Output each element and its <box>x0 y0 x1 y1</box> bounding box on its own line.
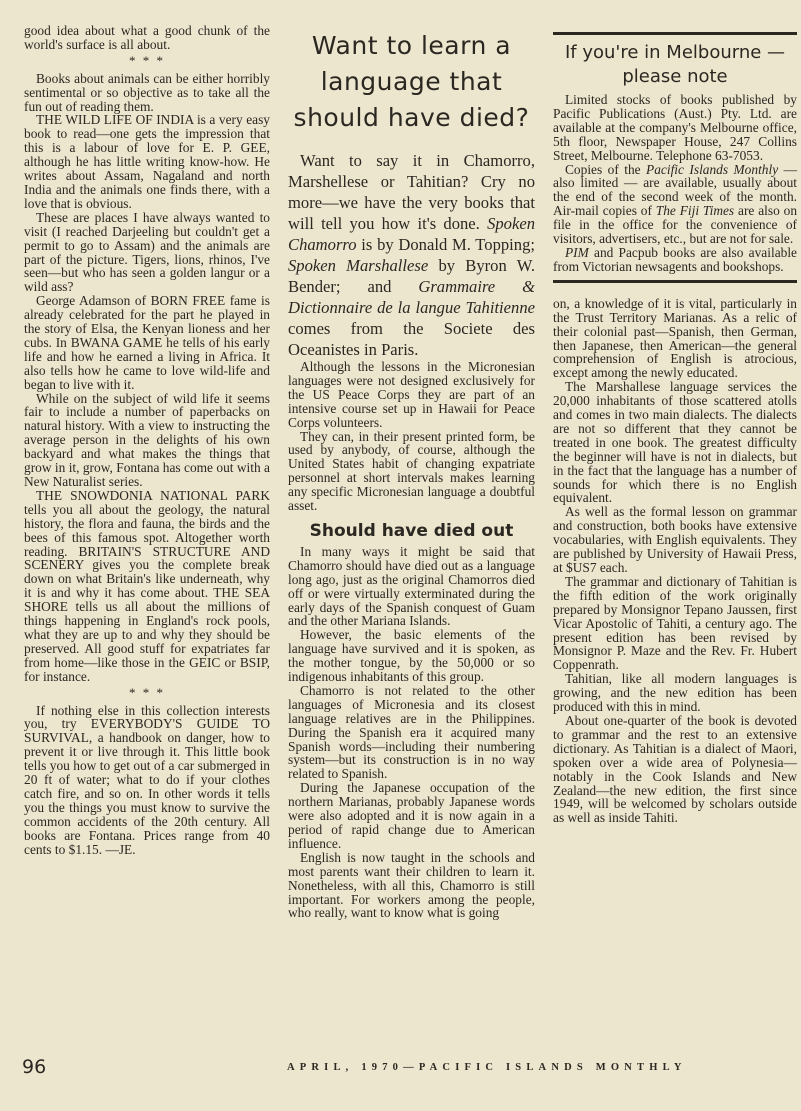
page-footer <box>0 1054 801 1094</box>
section-divider: * * * <box>129 52 165 68</box>
paragraph: As well as the formal lesson on grammar and construction, both books have extensive vocabularies, with English equivalents. They are published by University of Hawaii Press, at $US7 each. <box>553 504 797 575</box>
section-divider: * * * <box>129 684 165 700</box>
article-headline: Want to learn a language that should have died? <box>293 31 530 132</box>
paragraph: They can, in their present printed form, be used by anybody, of course, although the United States habit of changing expatriate personnel at short intervals makes learning any specific Micronesian language a doubtful asset. <box>288 428 535 514</box>
article-intro <box>288 150 535 360</box>
paragraph: The grammar and dictionary of Tahitian is the fifth edition of the work originally prepared by Monsignor Tepano Jaussen, first Vicar Apostolic of Tahiti, a century ago. The present edition has been revised by Monsignor P. Maze and the Rev. Fr. Hubert Coppenrath. <box>553 573 797 673</box>
italic-title: Pacific Islands Monthly <box>646 161 779 177</box>
italic-title: Spoken Marshallese <box>288 256 429 275</box>
paragraph: good idea about what a good chunk of the world's surface is all about. <box>24 23 270 52</box>
paragraph: If nothing else in this collection interests you, try EVERYBODY'S GUIDE TO SURVIVAL, a handbook on danger, how to prevent it or live through it. This little book tells you how to get out of a car submerged in 20 ft of water; what to do if your clothes catch fire, and so on. In other words it tells you the things you must know to survive the common accidents of the 20th century. All books are Fontana. Prices range from 40 cents to $1.15. —JE. <box>24 702 270 857</box>
paragraph: Books about animals can be either horribly sentimental or so objective as to take all the fun out of reading them. <box>24 70 270 114</box>
italic-title: Grammaire & Dictionnaire de la langue Tahitienne <box>288 277 535 317</box>
notice-paragraph: Limited stocks of books published by Pacific Publications (Aust.) Pty. Ltd. are available at the company's Melbourne office, 5th floor, Newspaper House, 247 Collins Street, Melbourne. Telephone 63-7053. <box>553 92 797 163</box>
page-number: 96 <box>22 1056 47 1078</box>
melbourne-notice-box <box>553 32 797 283</box>
paragraph: Tahitian, like all modern languages is growing, and the new edition has been produced with this in mind. <box>553 671 797 715</box>
paragraph: THE SNOWDONIA NATIONAL PARK tells you all about the geology, the natural history, the flora and fauna, the birds and the bees of this famous spot. Altogether worth reading. BRITAIN'S STRUCTURE AND SCENERY gives you the complete break down on what Britain's like underneath, why it is and why it has come about. THE SEA SHORE tells us all about the millions of things happening in England's rock pools, what they are up to and why they should be preserved. All good stuff for expatriates far from home—like those in the GEIC or BSIP, for instance. <box>24 487 270 684</box>
paragraph: Chamorro is not related to the other languages of Micronesia and its closest language relatives are in the Philippines. During the Spanish era it acquired many Spanish words—including their numbering system—but its construction is in no way related to Spanish. <box>288 682 535 782</box>
notice-title: If you're in Melbourne —please note <box>564 42 786 87</box>
italic-title: The Fiji Times <box>655 203 735 219</box>
paragraph: Although the lessons in the Micronesian languages were not designed exclusively for the US Peace Corps they are part of an intensive course set up in Hawaii for Peace Corps volunteers. <box>288 359 535 430</box>
column-middle <box>288 28 535 920</box>
text-run: by Byron W. Bender; and <box>288 256 535 296</box>
running-head: APRIL, 1970—PACIFIC ISLANDS MONTHLY <box>287 1062 687 1073</box>
paragraph: George Adamson of BORN FREE fame is already celebrated for the part he played in the story of Elsa, the Kenyan lioness and her cubs. In BWANA GAME he tells of his early life and how he earned a living in Africa. It also tells how he came to love wild-life and began to live with it. <box>24 293 270 392</box>
paragraph: However, the basic elements of the language have survived and it is spoken, as the mother tongue, by the 50,000 or so indigenous inhabitants of this group. <box>288 627 535 685</box>
italic-title: PIM <box>565 244 589 260</box>
paragraph: on, a knowledge of it is vital, particularly in the Trust Territory Marianas. As a relic of their colonial past—Spanish, then German, then Japanese, then American—the general comprehension of English is atrocious, except among the newly educated. <box>553 295 797 381</box>
text-run: comes from the Societe des Oceanistes in Paris. <box>288 319 535 359</box>
notice-paragraph <box>553 246 797 274</box>
paragraph: THE WILD LIFE OF INDIA is a very easy book to read—one gets the impression that this is a labour of love for E. P. GEE, although he has little writing know-how. He writes about Assam, Nagaland and north India and the animals one finds there, with a love that is obvious. <box>24 112 270 211</box>
paragraph: In many ways it might be said that Chamorro should have died out as a language long ago, just as the original Chamorros died off or were virtually exterminated during the early days of the Spanish conquest of Guam and the other Mariana Islands. <box>288 543 535 629</box>
paragraph: During the Japanese occupation of the northern Marianas, probably Japanese words were also adopted and it is now again in a period of rapid change due to American influence. <box>288 780 535 851</box>
text-run: Want to say it in Chamorro, Marshellese or Tahitian? Cry no more—we have the very books that will tell you how it's done. <box>288 151 535 233</box>
box-bottom-rule <box>553 280 797 283</box>
paragraph: While on the subject of wild life it seems fair to include a number of paperbacks on natural history. With a view to instructing the average person in the delights of his own backyard and what makes the things that grow in it, grow, Fontana has come out with a New Naturalist series. <box>24 390 270 489</box>
paragraph: About one-quarter of the book is devoted to grammar and the rest to an extensive dictionary. As Tahitian is a dialect of Maori, spoken over a wide area of Polynesia—notably in the Cook Islands and New Zealand—the new edition, the first since 1949, will be welcomed by scholars outside as well as inside Tahiti. <box>553 712 797 826</box>
text-run: are also on file in the office for the convenience of visitors, advertisers, etc., but are not for sale. <box>553 203 798 247</box>
column-left <box>24 24 270 856</box>
paragraph: These are places I have always wanted to visit (I reached Darjeeling but couldn't get a permit to go to Assam) and the animals are part of the picture. Tigers, lions, rhinos, I've seen—but who has seen a golden langur or a wild ass? <box>24 209 270 295</box>
text-run: Copies of the <box>565 161 647 177</box>
paragraph: The Marshallese language services the 20,000 inhabitants of those scattered atolls and comes in two main dialects. The dialects are not so different that they cannot be treated in one book. The greatest difficulty the beginner will have is not in dialects, but in the fact that the language has a number of sounds for which there is no English equivalent. <box>553 379 797 506</box>
column-right <box>553 32 797 825</box>
box-top-rule <box>553 32 797 35</box>
article-subhead: Should have died out <box>309 520 514 541</box>
text-run: and Pacpub books are also available from Victorian newsagents and bookshops. <box>553 244 797 274</box>
notice-paragraph <box>553 163 797 246</box>
text-run: — also limited — are available, usually about the end of the second week of the month. Air-mail copies of <box>553 161 797 219</box>
text-run: is by Donald M. Topping; <box>356 235 535 254</box>
italic-title: Spoken Chamorro <box>288 214 535 254</box>
paragraph: English is now taught in the schools and most parents want their children to learn it. Nonetheless, with all this, Chamorro is still important. For workers among the people, who really, want to know what is going <box>288 849 535 921</box>
